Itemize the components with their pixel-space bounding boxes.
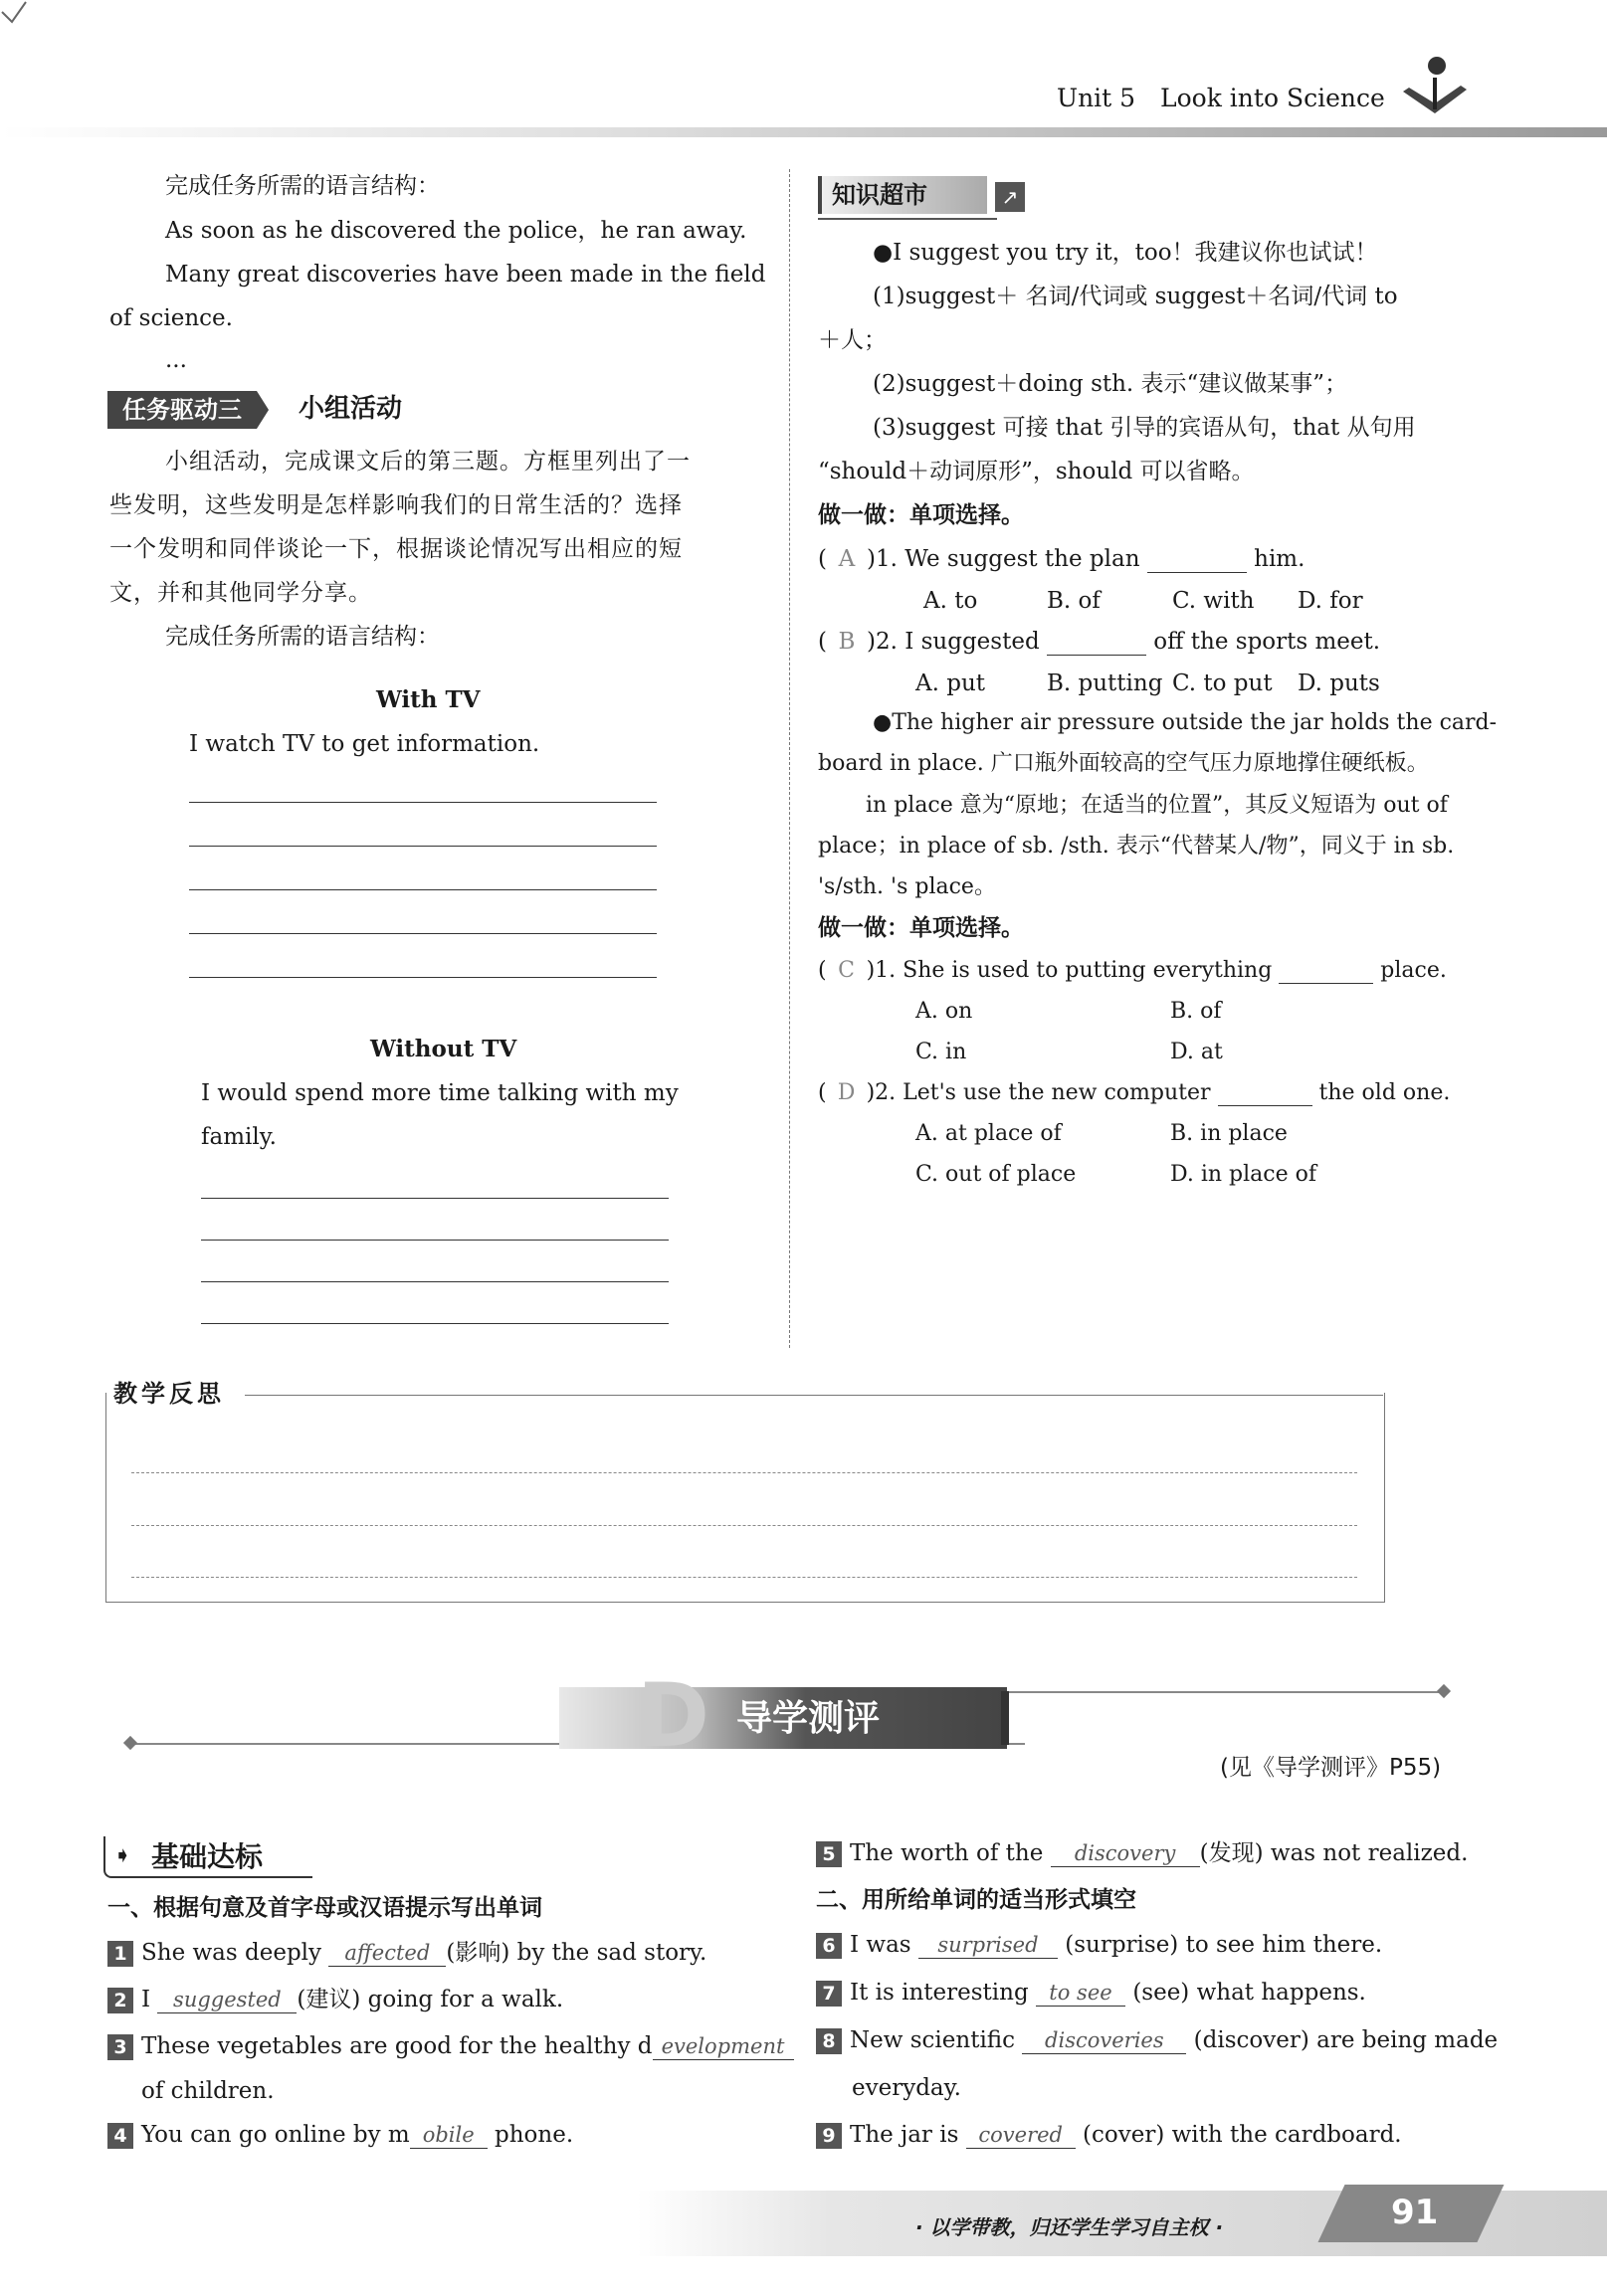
structure-label: 完成任务所需的语言结构： [165,173,440,199]
knowledge-point: ●The higher air pressure outside the jar holds the card- [873,710,1498,735]
practice-label: 做一做：单项选择。 [818,915,1024,941]
answer-blank: covered [966,2122,1076,2149]
knowledge-point: (1)suggest＋ 名词/代词或 suggest＋名词/代词 to [873,284,1398,309]
option: D. at [1170,1040,1223,1064]
footer-slogan: · 以学带教，归还学生学习自主权 · [915,2215,1224,2239]
exercise-item: 7 It is interesting to see (see) what happens. [816,1978,1366,2008]
answer-blank: suggested [157,1987,297,2013]
reflection-title: 教学反思 [113,1379,231,1409]
option: B. of [1047,588,1101,614]
writing-line [189,977,657,978]
without-tv-line: family. [201,1124,277,1150]
exercise-item: 6 I was surprised (surprise) to see him there. [816,1930,1382,1960]
exercise-item: 2 I suggested (建议) going for a walk. [107,1985,563,2014]
option: D. in place of [1170,1162,1316,1187]
knowledge-point: place；in place of sb. /sth. 表示“代替某人/物”，同义于 in sb. [818,834,1455,859]
answer-blank [1279,957,1373,984]
writing-line [189,889,657,890]
example-sentence: Many great discoveries have been made in the field [165,262,766,287]
exercise-item: 8 New scientific discoveries (discover) are being made [816,2025,1498,2055]
page-number: 91 [1391,2193,1439,2232]
writing-line [189,933,657,934]
option: A. on [915,999,973,1024]
reflection-line [131,1525,1357,1526]
answer-blank: discoveries [1022,2027,1186,2054]
header-unit: Unit 5 [1057,84,1136,112]
writing-line [201,1198,669,1199]
answer: A [838,546,856,572]
knowledge-point: in place 意为“原地；在适当的位置”，其反义短语为 out of [866,793,1448,818]
book-person-icon [1395,52,1475,131]
with-tv-line: I watch TV to get information. [189,731,540,757]
answer: C [838,958,856,983]
task-paragraph: 一个发明和同伴谈论一下，根据谈论情况写出相应的短 [109,536,683,562]
section-d-ref: (见《导学测评》P55) [1220,1755,1442,1781]
answer-blank: surprised [918,1932,1058,1959]
task-paragraph: 小组活动，完成课文后的第三题。方框里列出了一 [165,449,691,475]
answer-blank [1218,1079,1312,1106]
option: A. at place of [915,1121,1062,1146]
arrow-icon: ↗ [995,182,1025,212]
example-sentence: of science. [109,305,233,331]
banner-dot [123,1736,137,1750]
banner-dot [1437,1684,1451,1698]
option: A. to [923,588,978,614]
knowledge-point: “should＋动词原形”，should 可以省略。 [818,459,1255,484]
structure-label: 完成任务所需的语言结构： [165,624,440,650]
ellipsis: ... [165,347,187,373]
reflection-top-rule [245,1395,1383,1396]
knowledge-point: (3)suggest 可接 that 引导的宾语从句，that 从句用 [873,415,1416,441]
answer-blank [1147,546,1247,573]
answer-blank: affected [328,1940,446,1967]
option: B. in place [1170,1121,1288,1146]
without-tv-line: I would spend more time talking with my [201,1080,679,1106]
option: C. with [1172,588,1255,614]
answer-blank: discovery [1051,1840,1200,1867]
reflection-box [105,1393,1385,1603]
task-title: 小组活动 [299,394,403,424]
knowledge-point: ●I suggest you try it，too！我建议你也试试！ [873,240,1378,266]
knowledge-point: ＋人； [818,327,887,353]
answer-blank: obile [410,2122,488,2149]
header-title: Look into Science [1160,84,1385,112]
knowledge-tag [818,176,987,214]
column-divider [789,169,790,1348]
exercise-item: 3 These vegetables are good for the healthy d evelopment [107,2031,794,2061]
with-tv-title: With TV [376,686,481,713]
writing-line [201,1281,669,1282]
knowledge-point: 's/sth. 's place。 [818,874,996,899]
section-d-title: 导学测评 [736,1698,881,1739]
option: D. puts [1298,670,1380,696]
exercise-continuation: of children. [141,2078,275,2104]
task-tag-arrow [257,391,269,429]
section-d-letter: D [637,1664,710,1767]
practice-label: 做一做：单项选择。 [818,502,1024,528]
answer-blank: evelopment [653,2033,794,2060]
question: ( A )1. We suggest the plan him. [818,546,1306,572]
answer: D [837,1080,856,1105]
option: C. in [915,1040,967,1064]
knowledge-tag-label: 知识超市 [832,181,927,209]
option: A. put [915,670,986,696]
part2-heading: 二、用所给单词的适当形式填空 [816,1887,1136,1913]
option: B. of [1170,999,1222,1024]
task-tag [107,391,257,429]
answer-blank [1047,629,1146,656]
example-sentence: As soon as he discovered the police，he ran away. [165,218,747,244]
knowledge-point: (2)suggest＋doing sth. 表示“建议做某事”； [873,371,1348,397]
writing-line [189,846,657,847]
corner-mark [0,0,30,30]
writing-line [201,1240,669,1241]
option: D. for [1298,588,1363,614]
task-tag-label: 任务驱动三 [122,396,242,424]
exercise-continuation: everyday. [852,2075,961,2101]
question: ( B )2. I suggested off the sports meet. [818,629,1381,655]
part1-heading: 一、根据句意及首字母或汉语提示写出单词 [107,1895,542,1921]
reflection-line [131,1577,1357,1578]
reflection-line [131,1472,1357,1473]
task-paragraph: 文，并和其他同学分享。 [109,580,372,606]
exercise-item: 1 She was deeply affected (影响) by the sad story. [107,1938,706,1968]
option: B. putting [1047,670,1163,696]
task-paragraph: 些发明，这些发明是怎样影响我们的日常生活的？选择 [109,492,683,518]
knowledge-rule [818,218,997,220]
exercise-item: 9 The jar is covered (cover) with the cardboard. [816,2120,1402,2150]
question: ( C )1. She is used to putting everything place. [818,956,1447,986]
option: C. to put [1172,670,1273,696]
without-tv-title: Without TV [370,1036,517,1062]
answer-blank: to see [1036,1980,1125,2007]
exercise-item: 5 The worth of the discovery (发现) was not realized. [816,1838,1468,1868]
option: C. out of place [915,1162,1077,1187]
writing-line [201,1323,669,1324]
banner-end-bar [1001,1691,1009,1745]
basics-title: 基础达标 [151,1840,264,1873]
exercise-item: 4 You can go online by m obile phone. [107,2120,573,2150]
header-bar [0,127,1607,137]
writing-line [189,802,657,803]
arrow-icon: ➧ [113,1843,132,1868]
question: ( D )2. Let's use the new computer the old one. [818,1078,1450,1108]
answer: B [838,629,856,655]
knowledge-point: board in place. 广口瓶外面较高的空气压力原地撑住硬纸板。 [818,751,1429,776]
